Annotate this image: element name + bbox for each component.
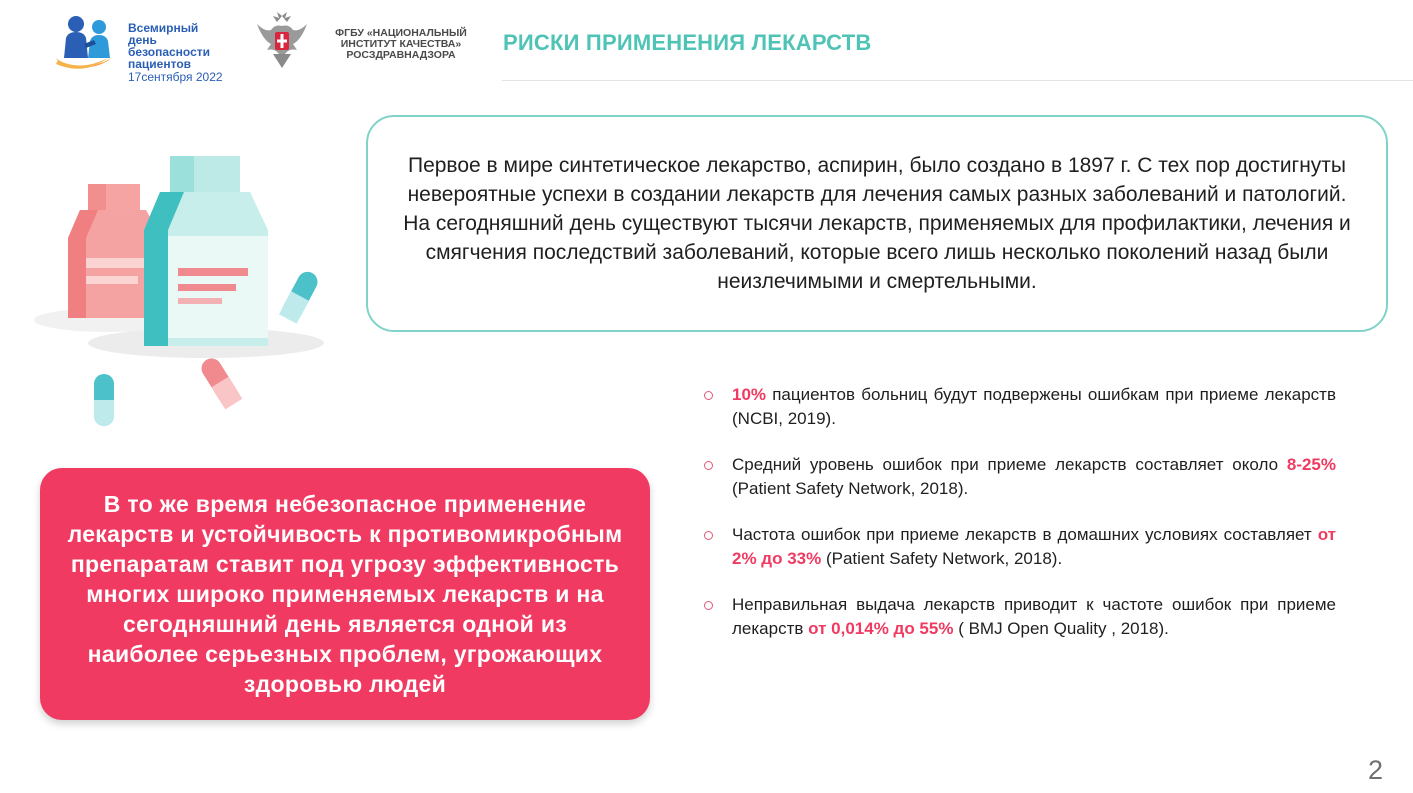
org-emblem bbox=[253, 10, 311, 72]
fact-item bbox=[704, 593, 1336, 641]
fact-text: (Patient Safety Network, 2018). bbox=[821, 549, 1063, 568]
page-title: РИСКИ ПРИМЕНЕНИЯ ЛЕКАРСТВ bbox=[503, 30, 872, 55]
intro-box bbox=[366, 115, 1388, 332]
event-date: 17сентября 2022 bbox=[128, 70, 223, 84]
world-patient-safety-day-logo bbox=[54, 14, 224, 84]
event-logo-line: пациентов bbox=[128, 57, 192, 71]
event-logo-line: безопасности bbox=[128, 45, 211, 59]
fact-highlight: 10% bbox=[732, 385, 767, 404]
event-logo-line: Всемирный день bbox=[128, 21, 199, 47]
warning-box bbox=[40, 468, 650, 720]
russian-eagle-emblem-icon bbox=[253, 10, 311, 72]
org-name-line: ИНСТИТУТ КАЧЕСТВА» bbox=[340, 38, 462, 50]
org-name-line: ФГБУ «НАЦИОНАЛЬНЫЙ bbox=[335, 27, 467, 39]
org-name-line: РОСЗДРАВНАДЗОРА bbox=[346, 49, 456, 61]
world-patient-safety-day-logo-icon bbox=[54, 14, 120, 74]
title-divider bbox=[502, 80, 1413, 81]
fact-text: пациентов больниц будут подвержены ошибкам при приеме лекарств (NCBI, 2019). bbox=[732, 385, 1336, 428]
fact-highlight: от 0,014% до 55% bbox=[808, 619, 954, 638]
fact-text: (Patient Safety Network, 2018). bbox=[732, 479, 969, 498]
fact-highlight: 8-25% bbox=[1286, 455, 1336, 474]
medicine-illustration bbox=[28, 140, 338, 440]
warning-text: В то же время небезопасное применение лекарств и устойчивость к противомикробным препаратам ставит под угрозу эффективность многих широко применяемых лекарств и на сегодняшний день является одной из наиболее серьезных проблем, угрожающих здоровью людей bbox=[67, 491, 623, 697]
fact-highlight: от 2% до 33% bbox=[732, 525, 1336, 568]
hollow-circle-bullet-icon bbox=[704, 461, 713, 470]
intro-text: Первое в мире синтетическое лекарство, аспирин, было создано в 1897 г. С тех пор достигнуты невероятные успехи в создании лекарств для лечения самых разных заболеваний и патологий. На сегодняшний день существуют тысячи лекарств, применяемых для профилактики, лечения и смягчения последствий заболеваний, которые всего лишь несколько поколений назад были неизлечимыми и смертельными. bbox=[403, 154, 1351, 293]
hollow-circle-bullet-icon bbox=[704, 531, 713, 540]
fact-item bbox=[704, 523, 1336, 571]
hollow-circle-bullet-icon bbox=[704, 601, 713, 610]
fact-text: Средний уровень ошибок при приеме лекарств составляет около bbox=[732, 455, 1287, 474]
fact-text: ( BMJ Open Quality , 2018). bbox=[953, 619, 1169, 638]
medicine-bottles-and-pills-illustration bbox=[28, 140, 338, 440]
page-number: 2 bbox=[1368, 755, 1384, 785]
org-name bbox=[331, 28, 471, 61]
fact-text: Частота ошибок при приеме лекарств в домашних условиях составляет bbox=[732, 525, 1318, 544]
fact-item bbox=[704, 453, 1336, 501]
facts-list bbox=[704, 383, 1336, 663]
fact-item bbox=[704, 383, 1336, 431]
event-logo-text bbox=[128, 22, 228, 83]
hollow-circle-bullet-icon bbox=[704, 391, 713, 400]
fact-text: Неправильная выдача лекарств приводит к частоте ошибок при приеме лекарств bbox=[732, 595, 1336, 638]
